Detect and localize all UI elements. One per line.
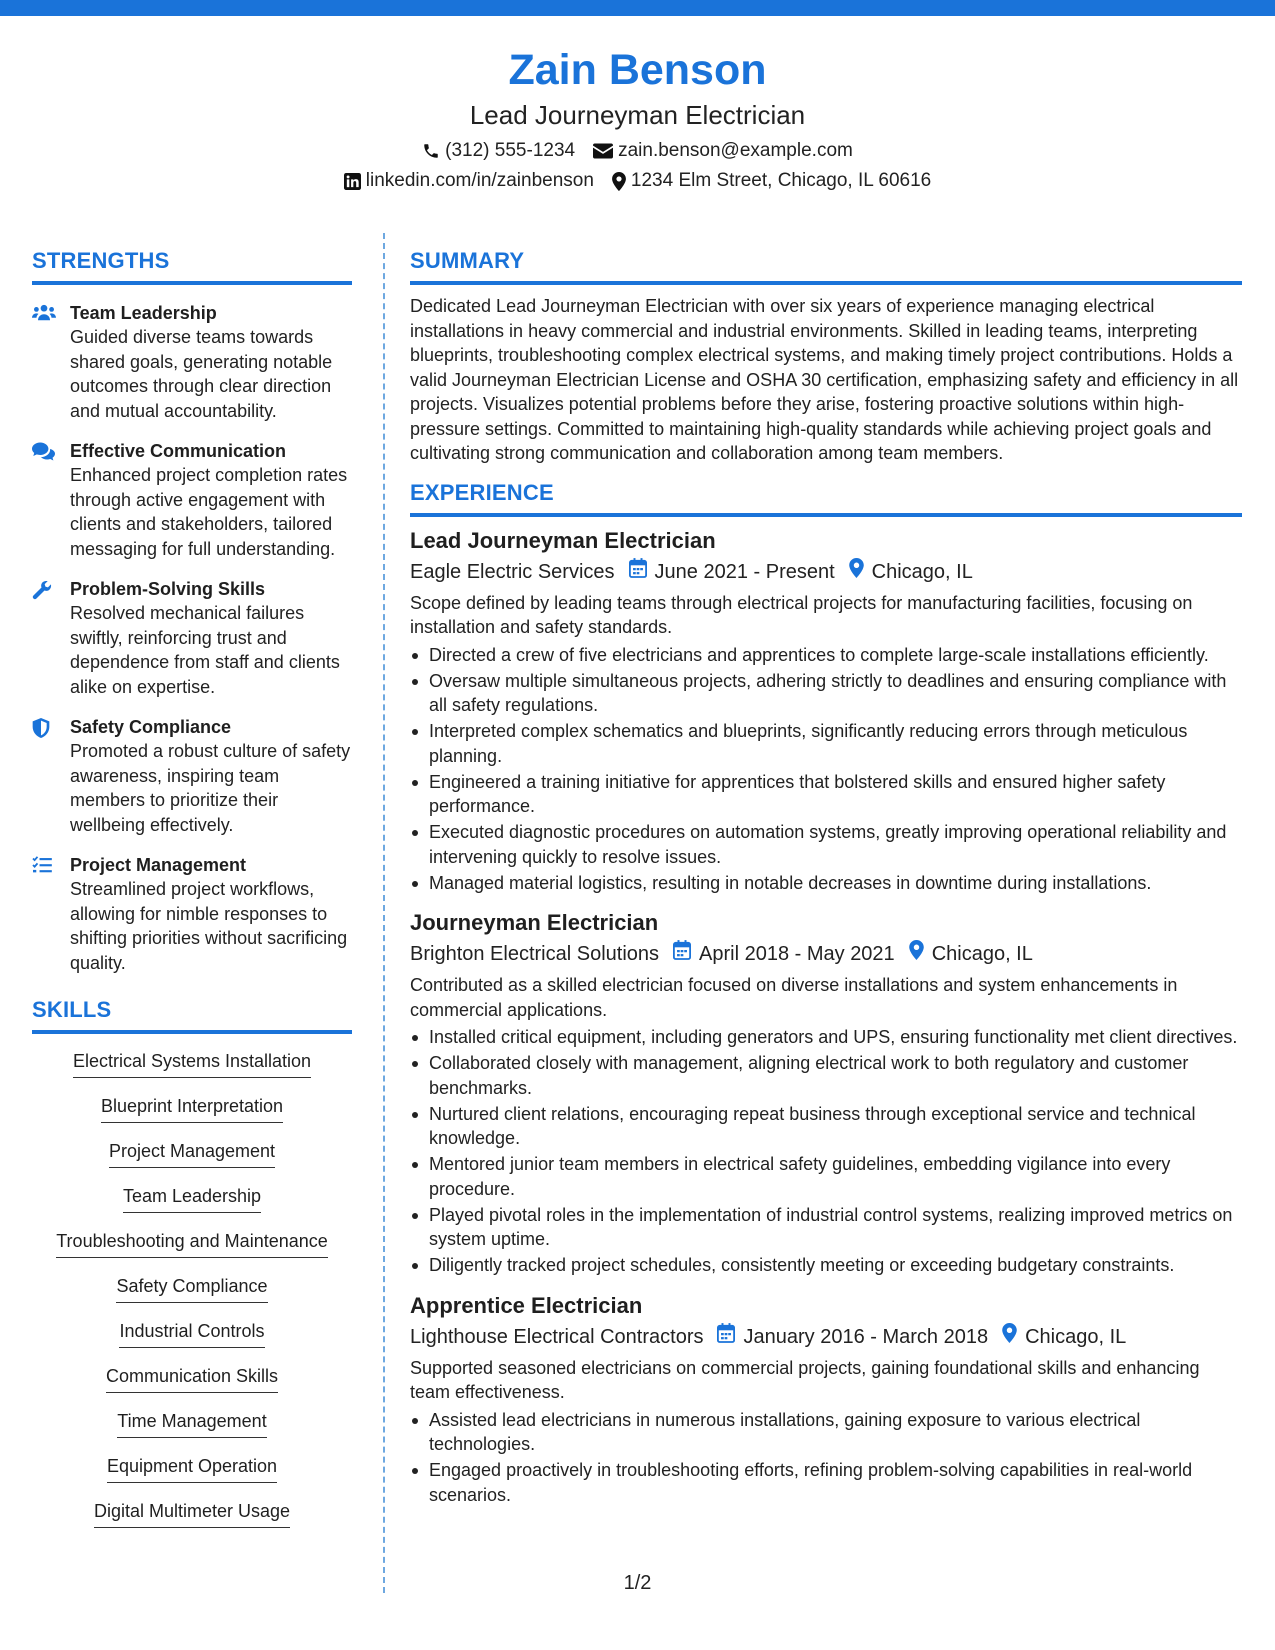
strength-item xyxy=(32,577,352,699)
job-meta xyxy=(410,1322,1242,1352)
bullet-item: Engineered a training initiative for apprentices that bolstered skills and ensured higher safety performance. xyxy=(410,770,1242,819)
calendar-icon xyxy=(673,939,691,969)
strength-desc: Promoted a robust culture of safety awareness, inspiring team members to prioritize their wellbeing effectively. xyxy=(70,741,351,835)
skill-item: Time Management xyxy=(117,1408,266,1438)
strength-title: Project Management xyxy=(70,855,247,875)
skill-item: Troubleshooting and Maintenance xyxy=(56,1228,328,1258)
strength-desc: Streamlined project workflows, allowing for nimble responses to shifting priorities without sacrificing quality. xyxy=(70,879,348,973)
candidate-name: Zain Benson xyxy=(508,46,767,94)
strength-title: Safety Compliance xyxy=(70,717,232,737)
skills-heading: SKILLS xyxy=(32,995,352,1034)
bullet-item: Executed diagnostic procedures on automation systems, greatly improving operational reliability and intervening quickly to resolve issues. xyxy=(410,820,1242,869)
linkedin-text: linkedin.com/in/zainbenson xyxy=(365,170,594,191)
top-accent-bar xyxy=(0,0,1275,16)
calendar-icon xyxy=(717,1322,735,1352)
skill-item: Safety Compliance xyxy=(116,1273,267,1303)
left-column xyxy=(32,246,352,1543)
job-location xyxy=(1002,1322,1126,1352)
bullet-item: Oversaw multiple simultaneous projects, adhering strictly to deadlines and ensuring compliance with all safety regulations. xyxy=(410,669,1242,718)
job-description: Contributed as a skilled electrician focused on diverse installations and system enhancements in commercial applications. xyxy=(410,975,1178,1020)
job-company xyxy=(410,1322,703,1352)
linkedin-icon xyxy=(344,173,361,190)
job-entry xyxy=(410,909,1242,1278)
phone-contact[interactable] xyxy=(422,136,575,166)
strength-desc: Enhanced project completion rates through active engagement with clients and stakeholders, tailored messaging for full understanding. xyxy=(70,465,348,559)
address-text: 1234 Elm Street, Chicago, IL 60616 xyxy=(630,170,932,191)
location-text: Chicago, IL xyxy=(931,943,1033,965)
bullet-item: Directed a crew of five electricians and apprentices to complete large-scale installations efficiently. xyxy=(410,643,1242,668)
right-column xyxy=(410,246,1242,1509)
phone-text: (312) 555-1234 xyxy=(445,140,576,161)
bullet-item: Collaborated closely with management, aligning electrical work to both regulatory and customer benchmarks. xyxy=(410,1051,1242,1100)
skill-item: Team Leadership xyxy=(123,1183,261,1213)
candidate-role: Lead Journeyman Electrician xyxy=(469,100,806,130)
strength-desc: Guided diverse teams towards shared goals, generating notable outcomes through clear direction and mutual accountability. xyxy=(70,327,333,421)
calendar-icon xyxy=(629,557,647,587)
dates-text: April 2018 - May 2021 xyxy=(699,943,895,965)
wrench-icon xyxy=(32,577,70,699)
skill-item: Digital Multimeter Usage xyxy=(94,1498,290,1528)
job-title: Lead Journeyman Electrician xyxy=(410,527,716,553)
envelope-icon xyxy=(593,143,613,159)
column-divider xyxy=(383,233,385,1593)
bullet-item: Managed material logistics, resulting in notable decreases in downtime during installations. xyxy=(410,871,1242,896)
dates-text: January 2016 - March 2018 xyxy=(743,1325,989,1348)
job-entry xyxy=(410,1292,1242,1508)
dates-text: June 2021 - Present xyxy=(654,560,835,583)
strength-item xyxy=(32,301,352,423)
summary-heading: SUMMARY xyxy=(410,246,1242,285)
job-title: Apprentice Electrician xyxy=(410,1292,643,1318)
skill-item: Communication Skills xyxy=(106,1363,278,1393)
map-pin-icon xyxy=(909,939,924,969)
bullet-item: Assisted lead electricians in numerous installations, gaining exposure to various electrical technologies. xyxy=(410,1408,1242,1457)
job-title: Journeyman Electrician xyxy=(410,910,659,935)
company-text: Eagle Electric Services xyxy=(410,560,615,583)
job-bullets xyxy=(410,1408,1242,1508)
skill-item: Electrical Systems Installation xyxy=(73,1048,311,1078)
job-dates xyxy=(717,1322,988,1352)
map-pin-icon xyxy=(612,172,626,191)
shield-icon xyxy=(32,715,70,837)
email-text: zain.benson@example.com xyxy=(618,140,853,161)
address-contact xyxy=(612,166,931,196)
job-dates xyxy=(629,557,835,587)
job-dates xyxy=(673,939,895,969)
email-contact[interactable] xyxy=(593,136,853,166)
phone-icon xyxy=(422,142,440,160)
location-text: Chicago, IL xyxy=(1025,1325,1127,1348)
strength-item xyxy=(32,853,352,975)
strength-item xyxy=(32,715,352,837)
bullet-item: Diligently tracked project schedules, consistently meeting or exceeding budgetary constraints. xyxy=(410,1253,1242,1278)
strength-desc: Resolved mechanical failures swiftly, reinforcing trust and dependence from staff and clients alike on expertise. xyxy=(70,603,340,697)
location-text: Chicago, IL xyxy=(871,560,973,583)
bullet-item: Nurtured client relations, encouraging repeat business through exceptional service and technical knowledge. xyxy=(410,1102,1242,1151)
job-bullets xyxy=(410,1025,1242,1278)
experience-heading: EXPERIENCE xyxy=(410,478,1242,517)
task-list-icon xyxy=(32,853,70,975)
skill-item: Project Management xyxy=(109,1138,275,1168)
chat-icon xyxy=(32,439,70,561)
skill-item: Equipment Operation xyxy=(107,1453,277,1483)
company-text: Lighthouse Electrical Contractors xyxy=(410,1325,704,1348)
bullet-item: Played pivotal roles in the implementation of industrial control systems, realizing improved metrics on system uptime. xyxy=(410,1203,1242,1252)
skills-list xyxy=(32,1048,352,1543)
resume-header xyxy=(0,44,1275,196)
company-text: Brighton Electrical Solutions xyxy=(410,943,660,965)
map-pin-icon xyxy=(1002,1322,1017,1352)
job-meta xyxy=(410,557,1242,587)
page-number: 1/2 xyxy=(623,1572,652,1594)
linkedin-contact[interactable] xyxy=(344,166,594,196)
job-description: Supported seasoned electricians on commercial projects, gaining foundational skills and enhancing team effectiveness. xyxy=(410,1357,1200,1402)
bullet-item: Installed critical equipment, including generators and UPS, ensuring functionality met client directives. xyxy=(410,1025,1242,1050)
bullet-item: Mentored junior team members in electrical safety guidelines, embedding vigilance into every procedure. xyxy=(410,1152,1242,1201)
job-company xyxy=(410,557,615,587)
summary-text: Dedicated Lead Journeyman Electrician with over six years of experience managing electrical installations in heavy commercial and industrial environments. Skilled in leading teams, interpreting blueprints, troubleshooting complex electrical systems, and making timely project contributions. Holds a valid Journeyman Electrician License and OSHA 30 certification, emphasizing safety and efficiency in all projects. Visualizes potential problems before they arise, fostering proactive solutions within high-pressure settings. Committed to maintaining high-quality standards while achieving project goals and cultivating strong communication and collaboration among team members. xyxy=(410,296,1239,463)
skill-item: Blueprint Interpretation xyxy=(101,1093,283,1123)
job-meta xyxy=(410,939,1242,969)
job-entry xyxy=(410,527,1242,896)
strength-title: Effective Communication xyxy=(70,441,287,461)
strength-item xyxy=(32,439,352,561)
job-bullets xyxy=(410,643,1242,896)
contact-row-1 xyxy=(0,136,1275,166)
bullet-item: Engaged proactively in troubleshooting efforts, refining problem-solving capabilities in real-world scenarios. xyxy=(410,1458,1242,1507)
skill-item: Industrial Controls xyxy=(119,1318,264,1348)
bullet-item: Interpreted complex schematics and blueprints, significantly reducing errors through meticulous planning. xyxy=(410,719,1242,768)
job-location xyxy=(909,939,1033,969)
strengths-heading: STRENGTHS xyxy=(32,246,352,285)
contact-row-2 xyxy=(0,166,1275,196)
job-location xyxy=(849,557,973,587)
job-company xyxy=(410,939,659,969)
map-pin-icon xyxy=(849,557,864,587)
users-icon xyxy=(32,301,70,423)
strength-title: Team Leadership xyxy=(70,303,217,323)
job-description: Scope defined by leading teams through electrical projects for manufacturing facilities, focusing on installation and safety standards. xyxy=(410,592,1193,637)
strength-title: Problem-Solving Skills xyxy=(70,579,266,599)
